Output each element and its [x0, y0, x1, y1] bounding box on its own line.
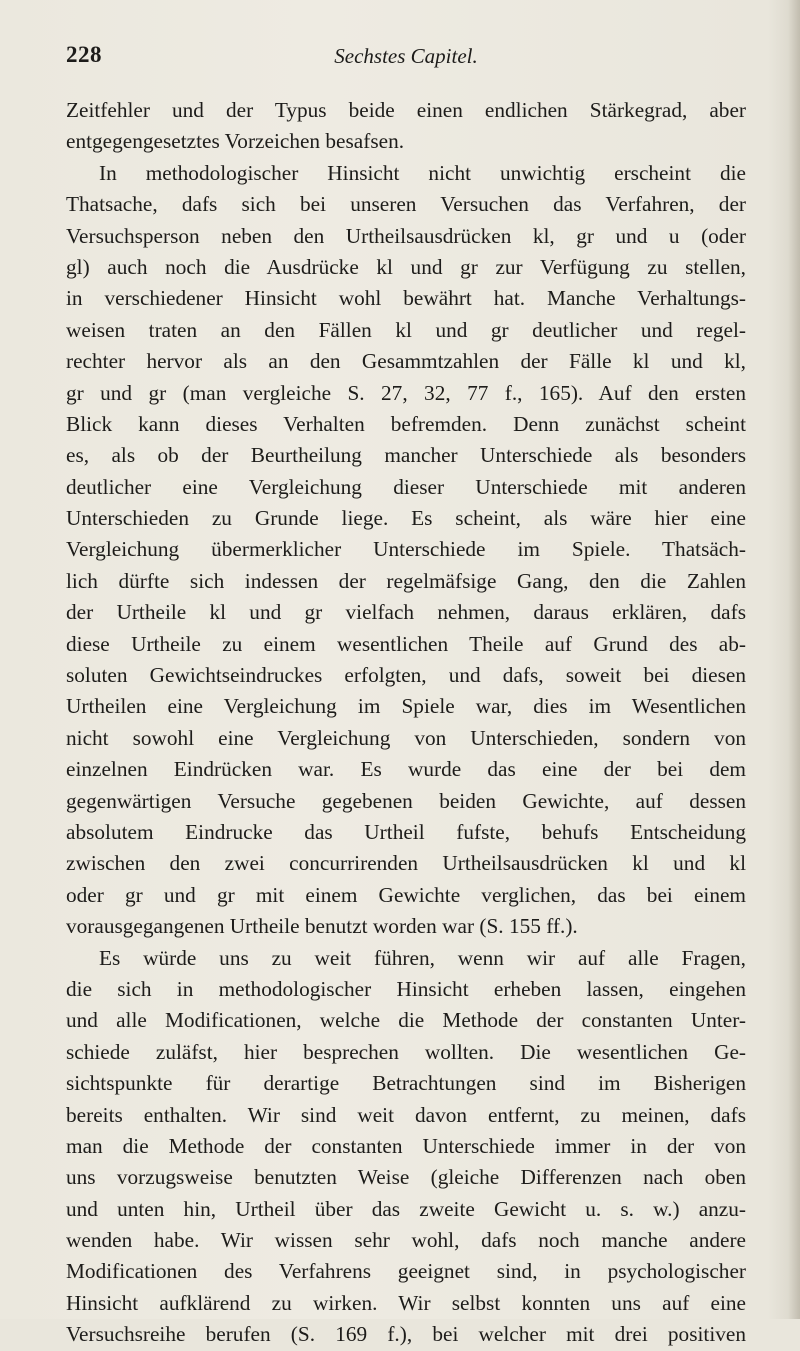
page-number: 228	[66, 42, 102, 67]
text-line: der Urtheile kl und gr vielfach nehmen, daraus erklären, dafs	[66, 600, 746, 625]
text-line: in verschiedener Hinsicht wohl bewährt hat. Manche Verhaltungs-	[66, 286, 746, 311]
text-line: Versuchsreihe berufen (S. 169 f.), bei welcher mit drei positiven	[66, 1322, 746, 1347]
text-line: rechter hervor als an den Gesammtzahlen der Fälle kl und kl,	[66, 349, 746, 374]
text-line: entgegengesetztes Vorzeichen besafsen.	[66, 129, 405, 154]
text-line: absolutem Eindrucke das Urtheil fufste, behufs Entscheidung	[66, 819, 746, 844]
text-line: soluten Gewichtseindruckes erfolgten, und dafs, soweit bei diesen	[66, 663, 746, 688]
page-header	[66, 40, 746, 74]
text-line: gegenwärtigen Versuche gegebenen beiden Gewichte, auf dessen	[66, 788, 746, 813]
text-line: Urtheilen eine Vergleichung im Spiele war, dies im Wesentlichen	[66, 694, 746, 719]
text-line: man die Methode der constanten Unterschiede immer in der von	[66, 1133, 746, 1158]
text-line: uns vorzugsweise benutzten Weise (gleiche Differenzen nach oben	[66, 1165, 746, 1190]
text-line: Hinsicht aufklärend zu wirken. Wir selbst konnten uns auf eine	[66, 1290, 746, 1315]
text-line: weisen traten an den Fällen kl und gr deutlicher und regel-	[66, 317, 746, 342]
text-line: Es würde uns zu weit führen, wenn wir auf alle Fragen,	[99, 945, 746, 970]
text-line: bereits enthalten. Wir sind weit davon entfernt, zu meinen, dafs	[66, 1102, 746, 1127]
text-line: gr und gr (man vergleiche S. 27, 32, 77 f., 165). Auf den ersten	[66, 380, 746, 405]
running-title: Sechstes Capitel.	[334, 44, 478, 68]
text-line: und unten hin, Urtheil über das zweite Gewicht u. s. w.) anzu-	[66, 1196, 746, 1221]
text-line: sichtspunkte für derartige Betrachtungen sind im Bisherigen	[66, 1071, 746, 1096]
text-line: Thatsache, dafs sich bei unseren Versuchen das Verfahren, der	[66, 192, 746, 217]
text-line: deutlicher eine Vergleichung dieser Unterschiede mit anderen	[66, 474, 746, 499]
text-line: vorausgegangenen Urtheile benutzt worden war (S. 155 ff.).	[66, 914, 578, 939]
text-line: Zeitfehler und der Typus beide einen endlichen Stärkegrad, aber	[66, 98, 746, 122]
text-line: lich dürfte sich indessen der regelmäfsige Gang, den die Zahlen	[66, 568, 746, 593]
text-line: nicht sowohl eine Vergleichung von Unterschieden, sondern von	[66, 725, 746, 750]
text-line: Versuchsperson neben den Urtheilsausdrücken kl, gr und u (oder	[66, 223, 746, 248]
page-edge-shadow	[788, 0, 800, 1319]
text-line: diese Urtheile zu einem wesentlichen Theile auf Grund des ab-	[66, 631, 746, 656]
text-line: einzelnen Eindrücken war. Es wurde das eine der bei dem	[66, 757, 746, 782]
text-line: Vergleichung übermerklicher Unterschiede im Spiele. Thatsäch-	[66, 537, 746, 562]
text-line: Blick kann dieses Verhalten befremden. Denn zunächst scheint	[66, 411, 746, 436]
body-text	[66, 95, 746, 1351]
text-line: In methodologischer Hinsicht nicht unwichtig erscheint die	[99, 160, 746, 185]
text-line: wenden habe. Wir wissen sehr wohl, dafs noch manche andere	[66, 1228, 746, 1253]
text-line: gl) auch noch die Ausdrücke kl und gr zur Verfügung zu stellen,	[66, 254, 746, 279]
text-line: Unterschieden zu Grunde liege. Es scheint, als wäre hier eine	[66, 506, 746, 531]
text-line: es, als ob der Beurtheilung mancher Unterschiede als besonders	[66, 443, 746, 468]
text-line: Modificationen des Verfahrens geeignet sind, in psychologischer	[66, 1259, 746, 1284]
text-line: zwischen den zwei concurrirenden Urtheilsausdrücken kl und kl	[66, 851, 746, 876]
text-line: oder gr und gr mit einem Gewichte verglichen, das bei einem	[66, 882, 746, 907]
text-line: und alle Modificationen, welche die Methode der constanten Unter-	[66, 1008, 746, 1033]
text-line: die sich in methodologischer Hinsicht erheben lassen, eingehen	[66, 976, 746, 1001]
text-line: schiede zuläfst, hier besprechen wollten. Die wesentlichen Ge-	[66, 1039, 746, 1064]
